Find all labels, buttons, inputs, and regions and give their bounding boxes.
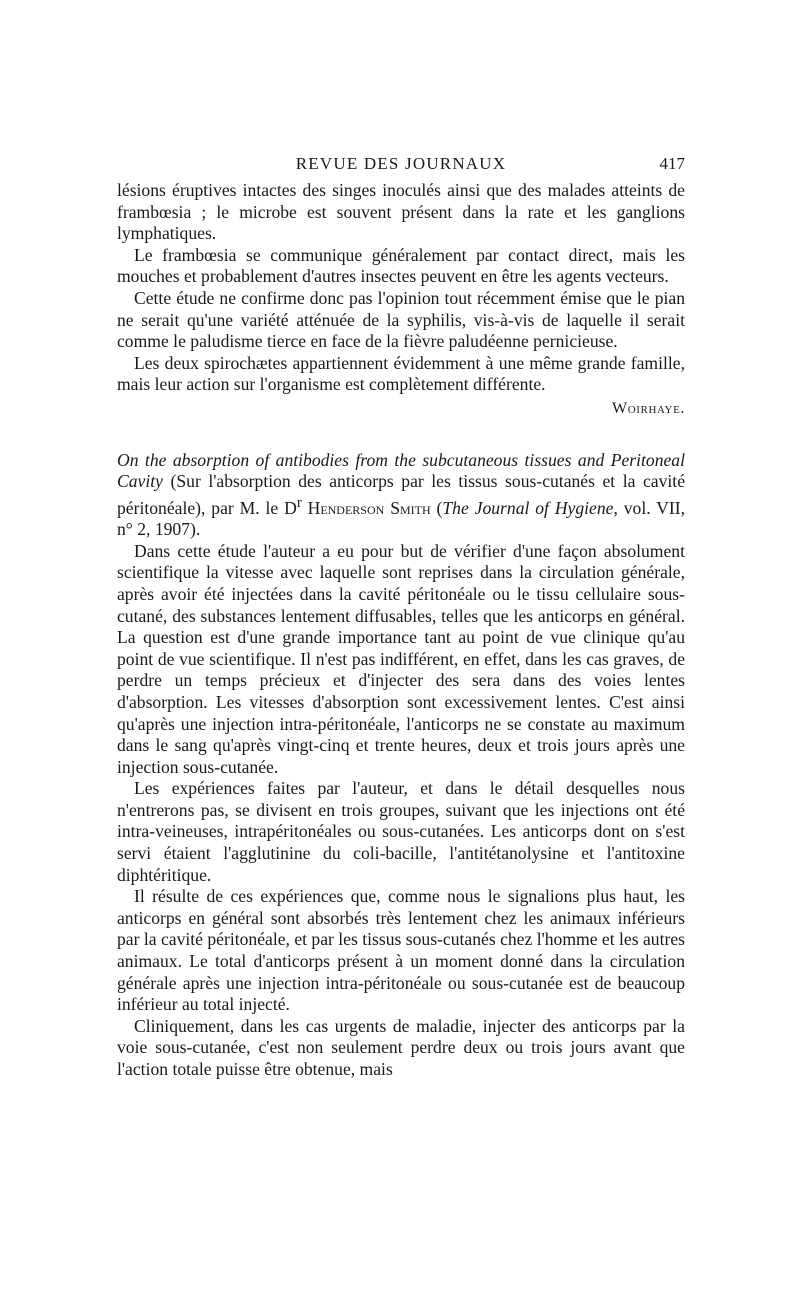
journal-name: The Journal of Hygiene: [442, 497, 614, 518]
running-title: REVUE DES JOURNAUX: [295, 154, 507, 173]
article-henderson-smith: [117, 450, 685, 1081]
document-page: [117, 150, 685, 1081]
paragraph: Les expériences faites par l'auteur, et dans le détail desquelles nous n'entrerons pas, se divisent en trois groupes, suivant que les injections ont été intra-veineuses, intrapéritonéales ou sous-cutanées. Les anticorps dont on s'est servi étaient l'agglutinine du coli-bacille, l'antitétanolysine et l'antitoxine diphtéritique.: [117, 778, 685, 885]
author-signature: Woirhaye.: [612, 399, 685, 417]
section-gap: [117, 420, 685, 450]
page-header: [117, 150, 685, 180]
article-title-en: On the absorption of antibodies from the subcutaneous tissues and Peritoneal Cavity: [117, 449, 685, 492]
article-author: Henderson Smith: [307, 497, 431, 518]
paragraph: Dans cette étude l'auteur a eu pour but de vérifier d'une façon absolument scientifique la vitesse avec laquelle sont reprises dans la circulation générale, après avoir été injectées dans la cavité péritonéale ou le tissu cellulaire sous-cutané, des substances lentement diffusables, telles que les anticorps en général. La question est d'une grande importance tant au point de vue clinique qu'au point de vue scientifique. Il n'est pas indifférent, en effet, dans les cas graves, de perdre un temps précieux et d'injecter des sera dans des voies lentes d'absorption. Les vitesses d'absorption sont excessivement lentes. C'est ainsi qu'après une injection intra-péritonéale, l'anticorps ne se constate au maximum dans le sang qu'après vingt-cinq et trente heures, deux et trois jours après une injection sous-cutanée.: [117, 540, 685, 777]
paragraph: Il résulte de ces expériences que, comme nous le signalions plus haut, les anticorps en général sont absorbés très lentement chez les animaux inférieurs par la cavité péritonéale, et par les tissus sous-cutanés chez l'homme et les autres animaux. Le total d'anticorps présent à un moment donné dans la circulation générale après une injection intra-péritonéale ou sous-cutanée est de beaucoup inférieur au total injecté.: [117, 886, 685, 1015]
citation: , vol. VII, n° 2, 1907).: [117, 497, 685, 540]
article-title-fr: (Sur l'absorption des anticorps par les tissus sous-cutanés et la cavité péritonéale), par M. le D: [117, 471, 685, 518]
paragraph: Cliniquement, dans les cas urgents de maladie, injecter des anticorps par la voie sous-cutanée, c'est non seulement perdre deux ou trois jours avant que l'action totale puisse être obtenue, mais: [117, 1015, 685, 1080]
doctor-superscript: r: [296, 494, 302, 511]
page-number: 417: [659, 154, 685, 173]
paragraph: Le frambœsia se communique généralement par contact direct, mais les mouches et probablement d'autres insectes peuvent en être les agents vecteurs.: [117, 244, 685, 287]
paragraph: Cette étude ne confirme donc pas l'opinion tout récemment émise que le pian ne serait qu'une variété atténuée de la syphilis, vis-à-vis de laquelle il serait comme le paludisme tierce en face de la fièvre paludéenne pernicieuse.: [117, 287, 685, 352]
article-woirhaye: [117, 180, 685, 420]
paragraph: Les deux spirochætes appartiennent évidemment à une même grande famille, mais leur action sur l'organisme est complètement différente.: [117, 352, 685, 395]
article-heading: On the absorption of antibodies from the subcutaneous tissues and Peritoneal Cavity (Sur l'absorption des anticorps par les tissus sous-cutanés et la cavité péritonéale), par M. le $D^r$ Henderson Smith (The Journal of Hygiene, vol. VII, n° 2, 1907).: [117, 449, 685, 540]
paragraph: lésions éruptives intactes des singes inoculés ainsi que des malades atteints de frambœsia ; le microbe est souvent présent dans la rate et les ganglions lymphatiques.: [117, 180, 685, 244]
